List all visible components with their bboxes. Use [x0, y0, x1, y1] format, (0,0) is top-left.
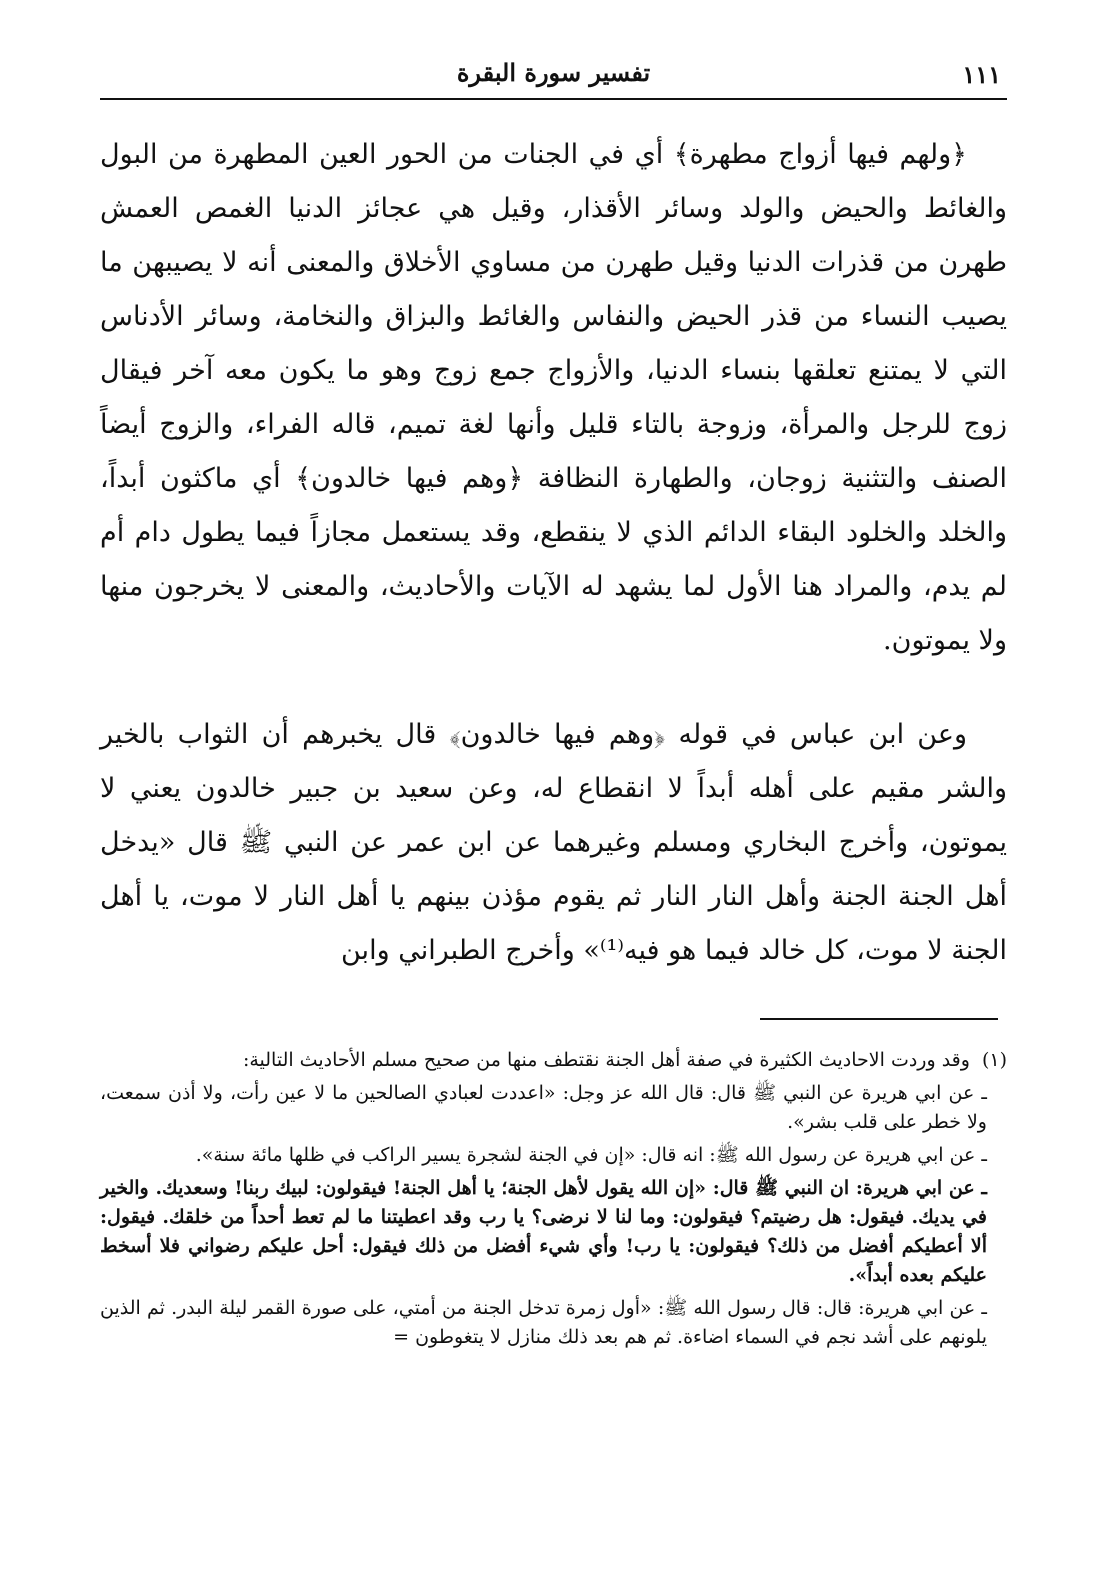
footnotes — [100, 1046, 1007, 1352]
page-number: ١١١ — [962, 60, 1001, 89]
footnote-number: (١) — [981, 1049, 1007, 1071]
footnote-hadith: ـ عن ابي هريرة عن رسول الله ﷺ: انه قال: «إن في الجنة لشجرة يسير الراكب في ظلها مائة سنة». — [195, 1144, 987, 1166]
running-header — [100, 52, 1007, 100]
footnote-hadith: ـ عن ابي هريرة عن النبي ﷺ قال: قال الله عز وجل: «اعددت لعبادي الصالحين ما لا عين رأت، ولا أذن سمعت، ولا خطر على قلب بشر». — [100, 1082, 987, 1133]
body-paragraph: ﴿ولهم فيها أزواج مطهرة﴾ أي في الجنات من الحور العين المطهرة من البول والغائط والحيض والولد وسائر الأقذار، وقيل هي عجائز الدنيا الغمص العمش طهرن من قذرات الدنيا وقيل طهرن من مساوي الأخلاق والمعنى أنه لا يصيبهن ما يصيب النساء من قذر الحيض والنفاس والغائط والبزاق والنخامة، وسائر الأدناس التي لا يمتنع تعلقها بنساء الدنيا، والأزواج جمع زوج وهو ما يكون معه آخر فيقال زوج للرجل والمرأة، وزوجة بالتاء قليل وأنها لغة تميم، قاله الفراء، والزوج أيضاً الصنف والتثنية زوجان، والطهارة النظافة ﴿وهم فيها خالدون﴾ أي ماكثون أبداً، والخلد والخلود البقاء الدائم الذي لا ينقطع، وقد يستعمل مجازاً فيما يطول دام أم لم يدم، والمراد هنا الأول لما يشهد له الآيات والأحاديث، والمعنى لا يخرجون منها ولا يموتون. — [100, 139, 1007, 656]
main-text — [100, 128, 1007, 978]
surah-title: تفسير سورة البقرة — [456, 58, 651, 87]
footnote-intro-text: وقد وردت الاحاديث الكثيرة في صفة أهل الجنة نقتطف منها من صحيح مسلم الأحاديث التالية: — [242, 1049, 970, 1071]
footnote-hadith: ـ عن ابي هريرة: ان النبي ﷺ قال: «إن الله يقول لأهل الجنة؛ يا أهل الجنة! فيقولون: لبيك ربنا! وسعديك. والخير في يديك. فيقول: هل رضيتم؟ فيقولون: وما لنا لا نرضى؟ يا رب وقد اعطيتنا ما لم تعط أحداً من خلقك. فيقول: ألا أعطيكم أفضل من ذلك؟ فيقولون: يا رب! وأي شيء أفضل من ذلك فيقول: أحل عليكم رضواني فلا أسخط عليكم بعده أبداً». — [100, 1177, 987, 1286]
footnote-hadith: ـ عن ابي هريرة: قال: قال رسول الله ﷺ: «أول زمرة تدخل الجنة من أمتي، على صورة القمر ليلة البدر. ثم الذين يلونهم على أشد نجم في السماء اضاءة. ثم هم بعد ذلك منازل لا يتغوطون = — [100, 1297, 987, 1348]
body-paragraph: وعن ابن عباس في قوله ﴿وهم فيها خالدون﴾ قال يخبرهم أن الثواب بالخير والشر مقيم على أهله أبداً لا انقطاع له، وعن سعيد بن جبير خالدون يعني لا يموتون، وأخرج البخاري ومسلم وغيرهما عن ابن عمر عن النبي ﷺ قال «يدخل أهل الجنة الجنة وأهل النار النار ثم يقوم مؤذن بينهم يا أهل النار لا موت، يا أهل الجنة لا موت، كل خالد فيما هو فيه⁽¹⁾» وأخرج الطبراني وابن — [100, 719, 1007, 966]
footnote-divider — [760, 1018, 998, 1020]
footnote-intro — [100, 1046, 1007, 1075]
